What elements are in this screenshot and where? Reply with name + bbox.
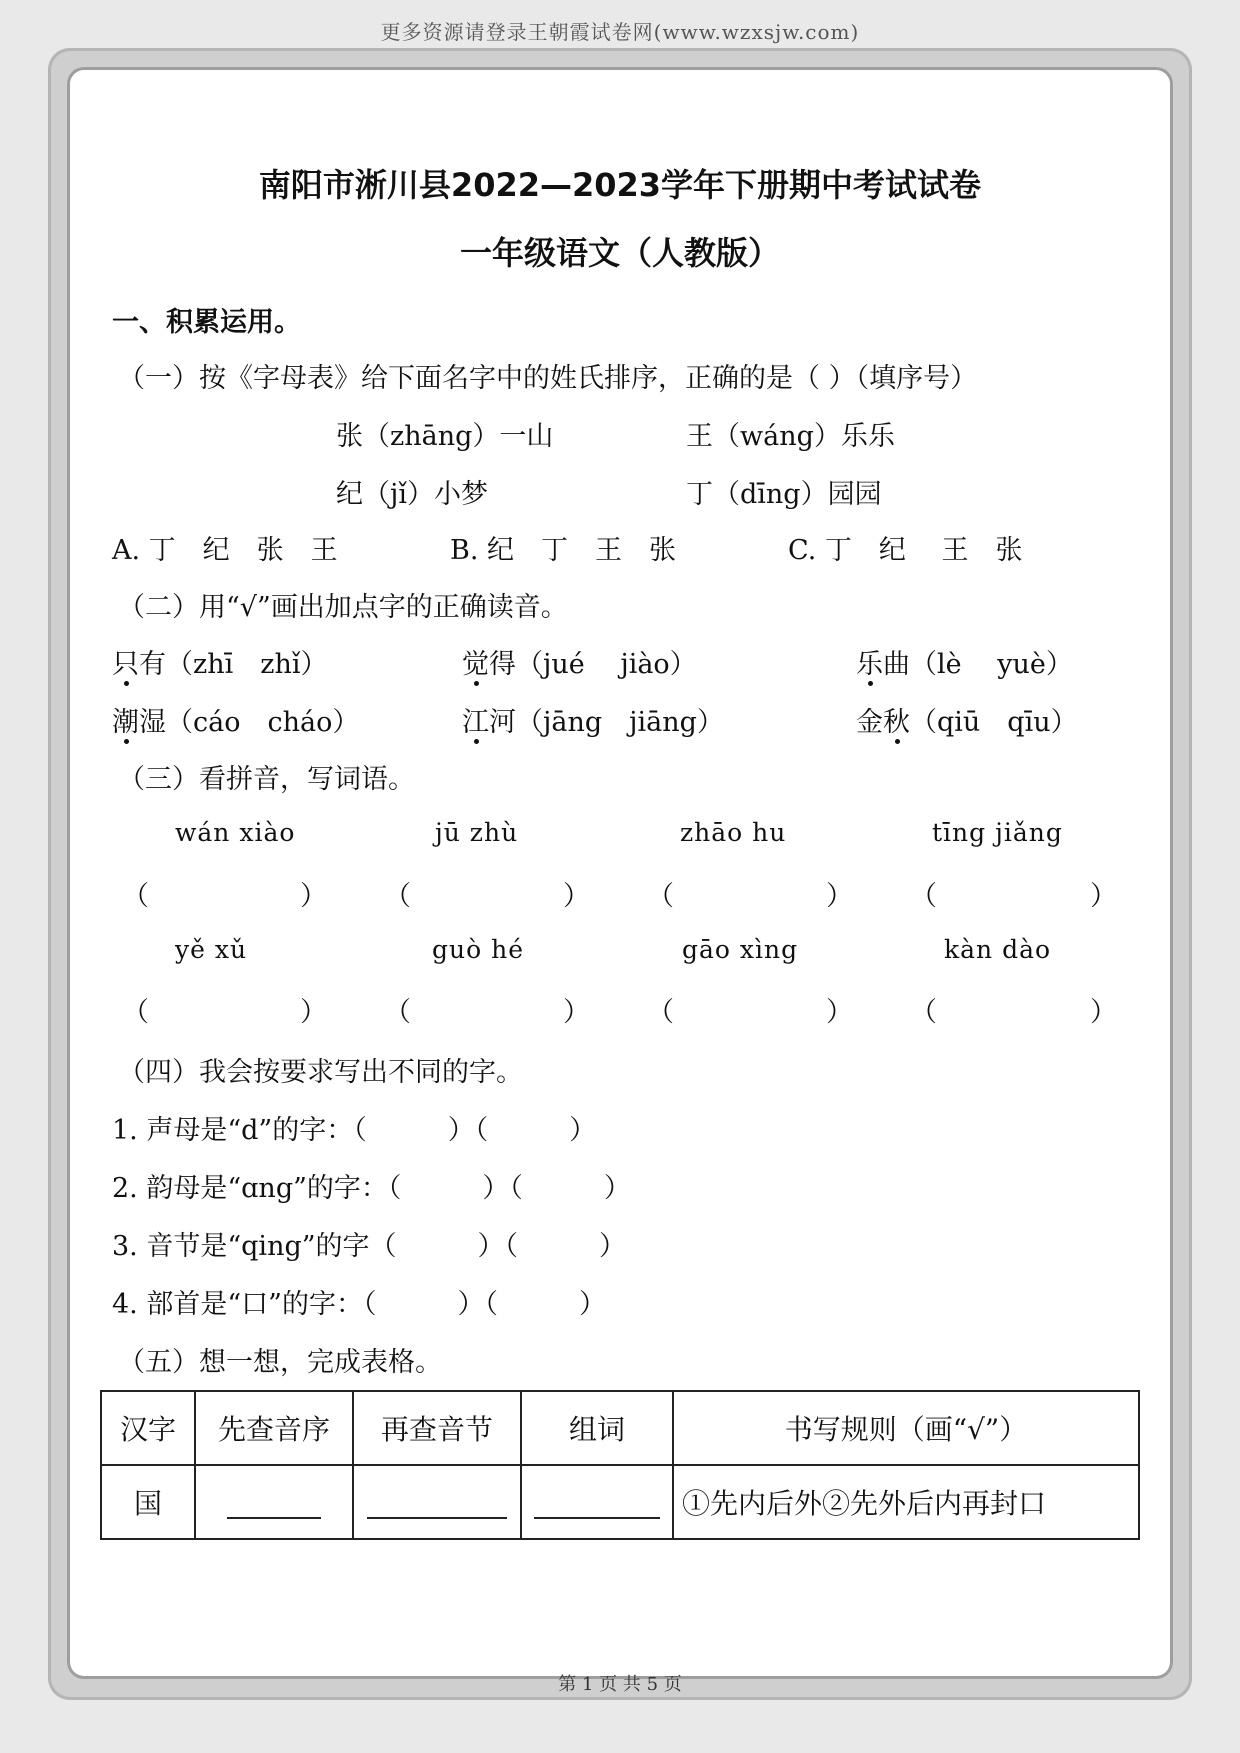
answer-blank[interactable] xyxy=(534,1487,660,1519)
dotted-char: 只 xyxy=(112,649,139,680)
dotted-char: 江 xyxy=(462,707,489,738)
exam-subtitle: 一年级语文（人教版） xyxy=(459,234,780,272)
exam-title: 南阳市淅川县2022—2023学年下册期中考试试卷 xyxy=(258,166,982,204)
q2-item xyxy=(462,700,724,739)
q3-pinyin: yě xǔ xyxy=(175,935,248,964)
q3-pinyin: jū zhù xyxy=(435,818,519,847)
q3-pinyin: tīng jiǎng xyxy=(932,818,1063,847)
q5-prompt: （五）想一想，完成表格。 xyxy=(118,1347,442,1378)
q2-pinyin-choice: （qiū qīu） xyxy=(910,707,1078,738)
answer-paren-close: ） xyxy=(826,881,853,912)
answer-paren-open: （ xyxy=(910,997,937,1028)
answer-paren-close: ） xyxy=(1090,881,1117,912)
q3-pinyin: zhāo hu xyxy=(680,818,787,847)
q1-option-b: B. 纪 丁 王 张 xyxy=(450,535,677,566)
q4-item: 1. 声母是“d”的字：（ ）（ ） xyxy=(112,1115,597,1146)
q4-prompt: （四）我会按要求写出不同的字。 xyxy=(118,1057,523,1088)
q2-pinyin-choice: （cáo cháo） xyxy=(166,707,360,738)
q2-char: 曲 xyxy=(883,649,910,680)
q3-pinyin: wán xiào xyxy=(175,818,296,847)
q1-name: 王（wáng）乐乐 xyxy=(686,421,895,452)
page-footer: 第 1 页 共 5 页 xyxy=(558,1674,682,1695)
answer-paren-open: （ xyxy=(910,881,937,912)
answer-paren-close: ） xyxy=(300,997,327,1028)
q2-item xyxy=(856,642,1073,681)
answer-blank[interactable] xyxy=(227,1487,321,1519)
q2-char: 金 xyxy=(856,707,883,738)
q2-item xyxy=(462,642,697,681)
q1-prompt: （一）按《字母表》给下面名字中的姓氏排序，正确的是（ ）（填序号） xyxy=(118,363,978,394)
table-header: 再查音节 xyxy=(353,1391,521,1465)
answer-paren-open: （ xyxy=(122,881,149,912)
table-row xyxy=(101,1465,1139,1539)
q3-pinyin: guò hé xyxy=(432,935,524,964)
table-cell-blank[interactable] xyxy=(521,1465,673,1539)
answer-paren-open: （ xyxy=(647,881,674,912)
q3-pinyin: gāo xìng xyxy=(682,935,799,964)
table-header: 汉字 xyxy=(101,1391,195,1465)
table-header: 组词 xyxy=(521,1391,673,1465)
answer-blank[interactable] xyxy=(367,1487,507,1519)
answer-paren-close: ） xyxy=(563,997,590,1028)
q4-item: 3. 音节是“qing”的字（ ）（ ） xyxy=(112,1231,627,1262)
q1-option-a: A. 丁 纪 张 王 xyxy=(112,535,338,566)
table-header: 书写规则（画“√”） xyxy=(673,1391,1139,1465)
section-heading: 一、积累运用。 xyxy=(112,307,301,338)
table-cell-blank[interactable] xyxy=(353,1465,521,1539)
q2-char: 有 xyxy=(139,649,166,680)
q5-table xyxy=(100,1390,1140,1540)
q2-item xyxy=(112,642,328,681)
answer-paren-close: ） xyxy=(300,881,327,912)
q3-prompt: （三）看拼音，写词语。 xyxy=(118,764,415,795)
answer-paren-open: （ xyxy=(384,881,411,912)
answer-paren-open: （ xyxy=(384,997,411,1028)
watermark-text: 更多资源请登录王朝霞试卷网(www.wzxsjw.com) xyxy=(380,20,860,44)
answer-paren-open: （ xyxy=(122,997,149,1028)
dotted-char: 潮 xyxy=(112,707,139,738)
q4-item: 4. 部首是“口”的字：（ ）（ ） xyxy=(112,1289,606,1320)
dotted-char: 觉 xyxy=(462,649,489,680)
table-header: 先查音序 xyxy=(195,1391,353,1465)
q2-pinyin-choice: （jué jiào） xyxy=(516,649,697,680)
q2-char: 得 xyxy=(489,649,516,680)
q2-pinyin-choice: （lè yuè） xyxy=(910,649,1073,680)
q2-item xyxy=(112,700,359,739)
answer-paren-close: ） xyxy=(563,881,590,912)
table-cell-blank[interactable] xyxy=(195,1465,353,1539)
q1-name: 纪（jǐ）小梦 xyxy=(336,479,489,510)
q1-name: 张（zhāng）一山 xyxy=(336,421,554,452)
q2-prompt: （二）用“√”画出加点字的正确读音。 xyxy=(118,592,568,623)
table-cell-rule: ①先内后外②先外后内再封口 xyxy=(673,1465,1139,1539)
q2-pinyin-choice: （jāng jiāng） xyxy=(516,707,724,738)
q2-char: 河 xyxy=(489,707,516,738)
q2-item xyxy=(856,700,1078,739)
table-header-row xyxy=(101,1391,1139,1465)
dotted-char: 乐 xyxy=(856,649,883,680)
answer-paren-close: ） xyxy=(826,997,853,1028)
q2-char: 湿 xyxy=(139,707,166,738)
q1-name: 丁（dīng）园园 xyxy=(686,479,882,510)
dotted-char: 秋 xyxy=(883,707,910,738)
q4-item: 2. 韵母是“ɑng”的字：（ ）（ ） xyxy=(112,1173,631,1204)
q1-option-c: C. 丁 纪 王 张 xyxy=(788,535,1023,566)
q3-pinyin: kàn dào xyxy=(944,935,1052,964)
answer-paren-close: ） xyxy=(1090,997,1117,1028)
answer-paren-open: （ xyxy=(647,997,674,1028)
q2-pinyin-choice: （zhī zhǐ） xyxy=(166,649,328,680)
table-cell-char: 国 xyxy=(101,1465,195,1539)
